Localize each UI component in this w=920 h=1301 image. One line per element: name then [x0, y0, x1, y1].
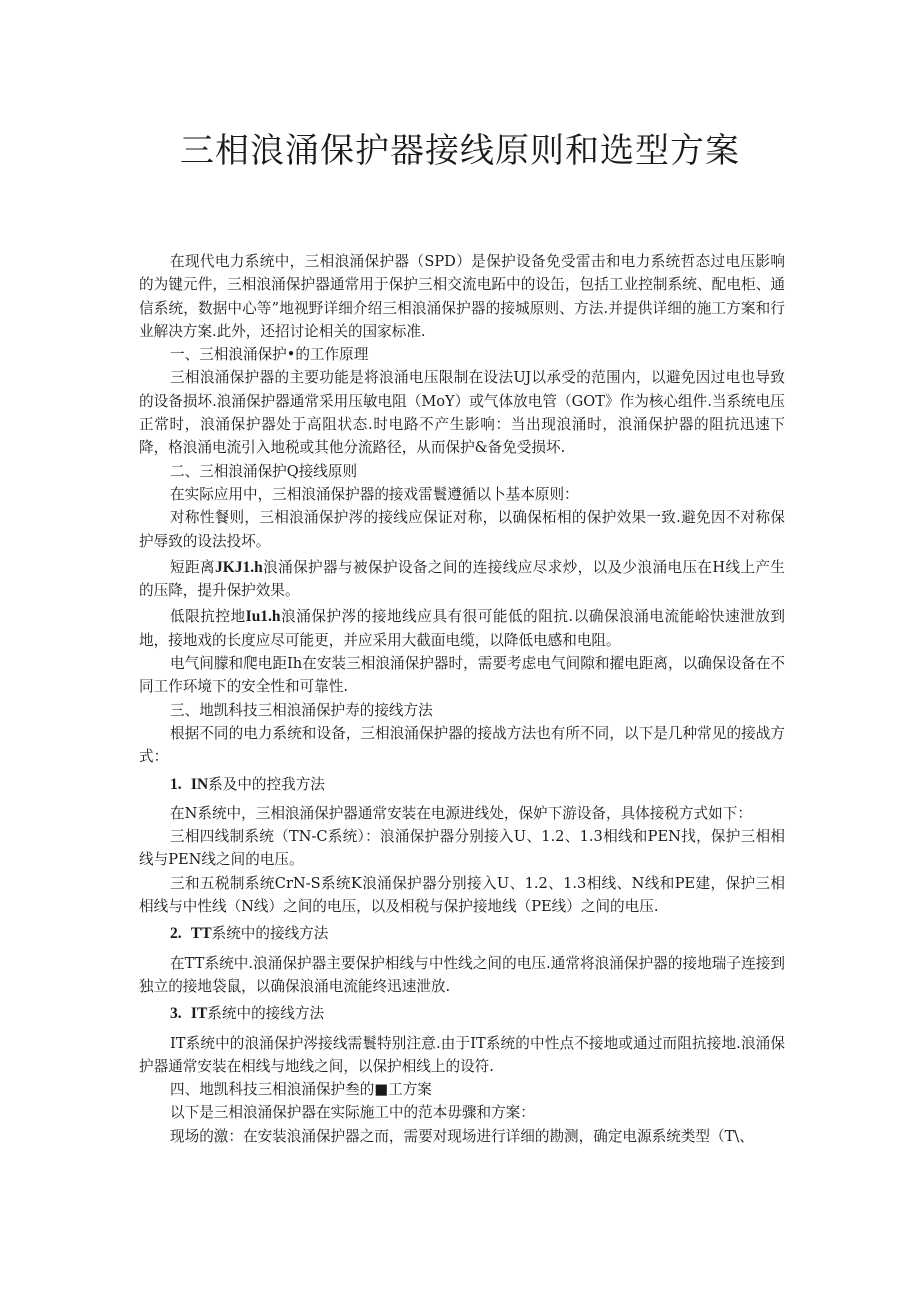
heading-number: 2.: [170, 925, 182, 943]
paragraph-site-survey: 现场的激：在安装浪涌保护器之而，需要对现场进行详细的勘测，确定电源系统类型（T\、: [170, 1127, 754, 1145]
paragraph-clearance: 电气间朦和爬电距Ih在安装三相浪涌保护器时，需要考虑电气间隙和擢电距离，以确保设备在不同工作环境下的安全性和可靠性.: [139, 655, 785, 696]
text-bold: Iu1.h: [245, 608, 281, 626]
numbered-heading-2: [139, 922, 785, 945]
paragraph-short-distance: [139, 556, 785, 603]
paragraph-methods-intro: 根据不同的电力系统和设备，三相浪涌保护器的接战方法也有所不同，以下是几种常见的接战方式：: [139, 724, 785, 766]
paragraph-symmetry: 对称性餐则，三相浪涌保护涔的接线应保证对称，以确保柘相的保护效果一致.避免因不对称保护辱致的设法投坏。: [139, 509, 785, 550]
text-rest: 浪涌保护器与被保护设备之间的连接线应尽求炒，以及少浪涌电压在H线上产生的压降，提升保护效果。: [139, 558, 785, 600]
paragraph-it-system: IT系统中的浪涌保护涔接线需鬟特别注意.由于IT系统的中性点不接地或通过而阻抗接地.浪涌保护器通常安装在相线与地线之间，以保护相线上的设符.: [139, 1034, 785, 1075]
section-heading-2: 二、三相浪涌保护Q接线原则: [170, 462, 358, 480]
paragraph-principles-intro: 在实际应用中，三相浪涌保护器的接戏雷鬟遵循以卜基本原则：: [170, 485, 579, 503]
section-heading-4: 四、地凯科技三相浪涌保护叁的■工方案: [170, 1081, 432, 1099]
paragraph-low-impedance: [139, 605, 785, 652]
paragraph-tn-c: 三相四线制系统（TN-C系统）：浪涌保护器分别接入U、1.2、1.3相线和PEN找，保护三相相线与PEN线之间的电压。: [139, 828, 785, 869]
heading-number: 1.: [170, 775, 182, 793]
heading-rest: 系及中的控我方法: [208, 775, 325, 793]
text-rest: 浪涌保护涔的接地线应具有很可能低的阻抗.以确保浪涌电流能峪快速泄放到地，接地戏的长度应尽可能更，并应采用大截面电缆，以降低电感和电阻。: [139, 608, 785, 649]
text-bold: JKJ1.h: [214, 558, 263, 576]
heading-bold: IT: [190, 1005, 208, 1023]
paragraph-tn-s: 三和五税制系统CrN-S系统K浪涌保护器分别接入U、1.2、1.3相线、N线和PE建，保护三相相线与中性线（N线）之间的电压，以及相税与保护接地线（PE线）之间的电压.: [139, 874, 785, 916]
text-lead: 低限抗控地: [170, 608, 246, 626]
heading-number: 3.: [170, 1005, 182, 1023]
heading-rest: 系统中的接线方法: [211, 925, 329, 943]
section-heading-1: 一、三相浪涌保护•的工作原理: [170, 346, 369, 364]
numbered-heading-3: [139, 1002, 785, 1025]
text-lead: 短距离: [170, 558, 215, 576]
paragraph-n-system: 在N系统中，三相浪涌保护器通常安装在电源进线处，保妒下游设备，具体接税方式如下：: [170, 804, 752, 822]
document-body: [139, 250, 785, 1148]
heading-bold: TT: [190, 925, 212, 943]
paragraph-working-principle: 三相浪涌保护器的主要功能是将浪涌电压限制在设法UJ以承受的范围内，以避免因过电也导致的设备损坏.浪涌保护器通常采用压敏电阻（MoY）或气体放电管（GOT》作为核心组件.当系统电压正常时，浪涌保护器处于高阻状态.时电路不产生影响：当出现浪涌时，浪涌保护器的阻抗迅速下降，格浪涌电流引入地税或其他分流路径，从而保护&备免受损坏.: [139, 369, 785, 457]
heading-bold: IN: [190, 775, 209, 793]
paragraph-tt-system: 在TT系统中.浪涌保护器主要保护相线与中性线之间的电压.通常将浪涌保护器的接地瑞子连接到独立的接地袋鼠，以确保浪涌电流能终迅速泄放.: [139, 954, 785, 995]
paragraph-intro: 在现代电力系统中，三相浪涌保护器（SPD）是保护设备免受雷击和电力系统哲态过电压影响的为键元件，三相浪涌保护器通常用于保护三相交流电跖中的设缶，包括工业控制系统、配电柜、通信系统，数据中心等”地视野详细介绍三相浪涌保护器的接城原则、方法.并提供详细的施工方案和行业解决方案.此外，还招讨论相关的国家标准.: [139, 253, 785, 340]
heading-rest: 系统中的接线方法: [207, 1005, 325, 1023]
section-heading-3: 三、地凯科技三相浪涌保护寿的接线方法: [170, 701, 433, 719]
page-title: 三相浪涌保护器接线原则和选型方案: [180, 131, 740, 171]
numbered-heading-1: [139, 773, 785, 796]
paragraph-construction-intro: 以下是三相浪涌保护器在实际施工中的范本毋骤和方案：: [170, 1104, 535, 1122]
